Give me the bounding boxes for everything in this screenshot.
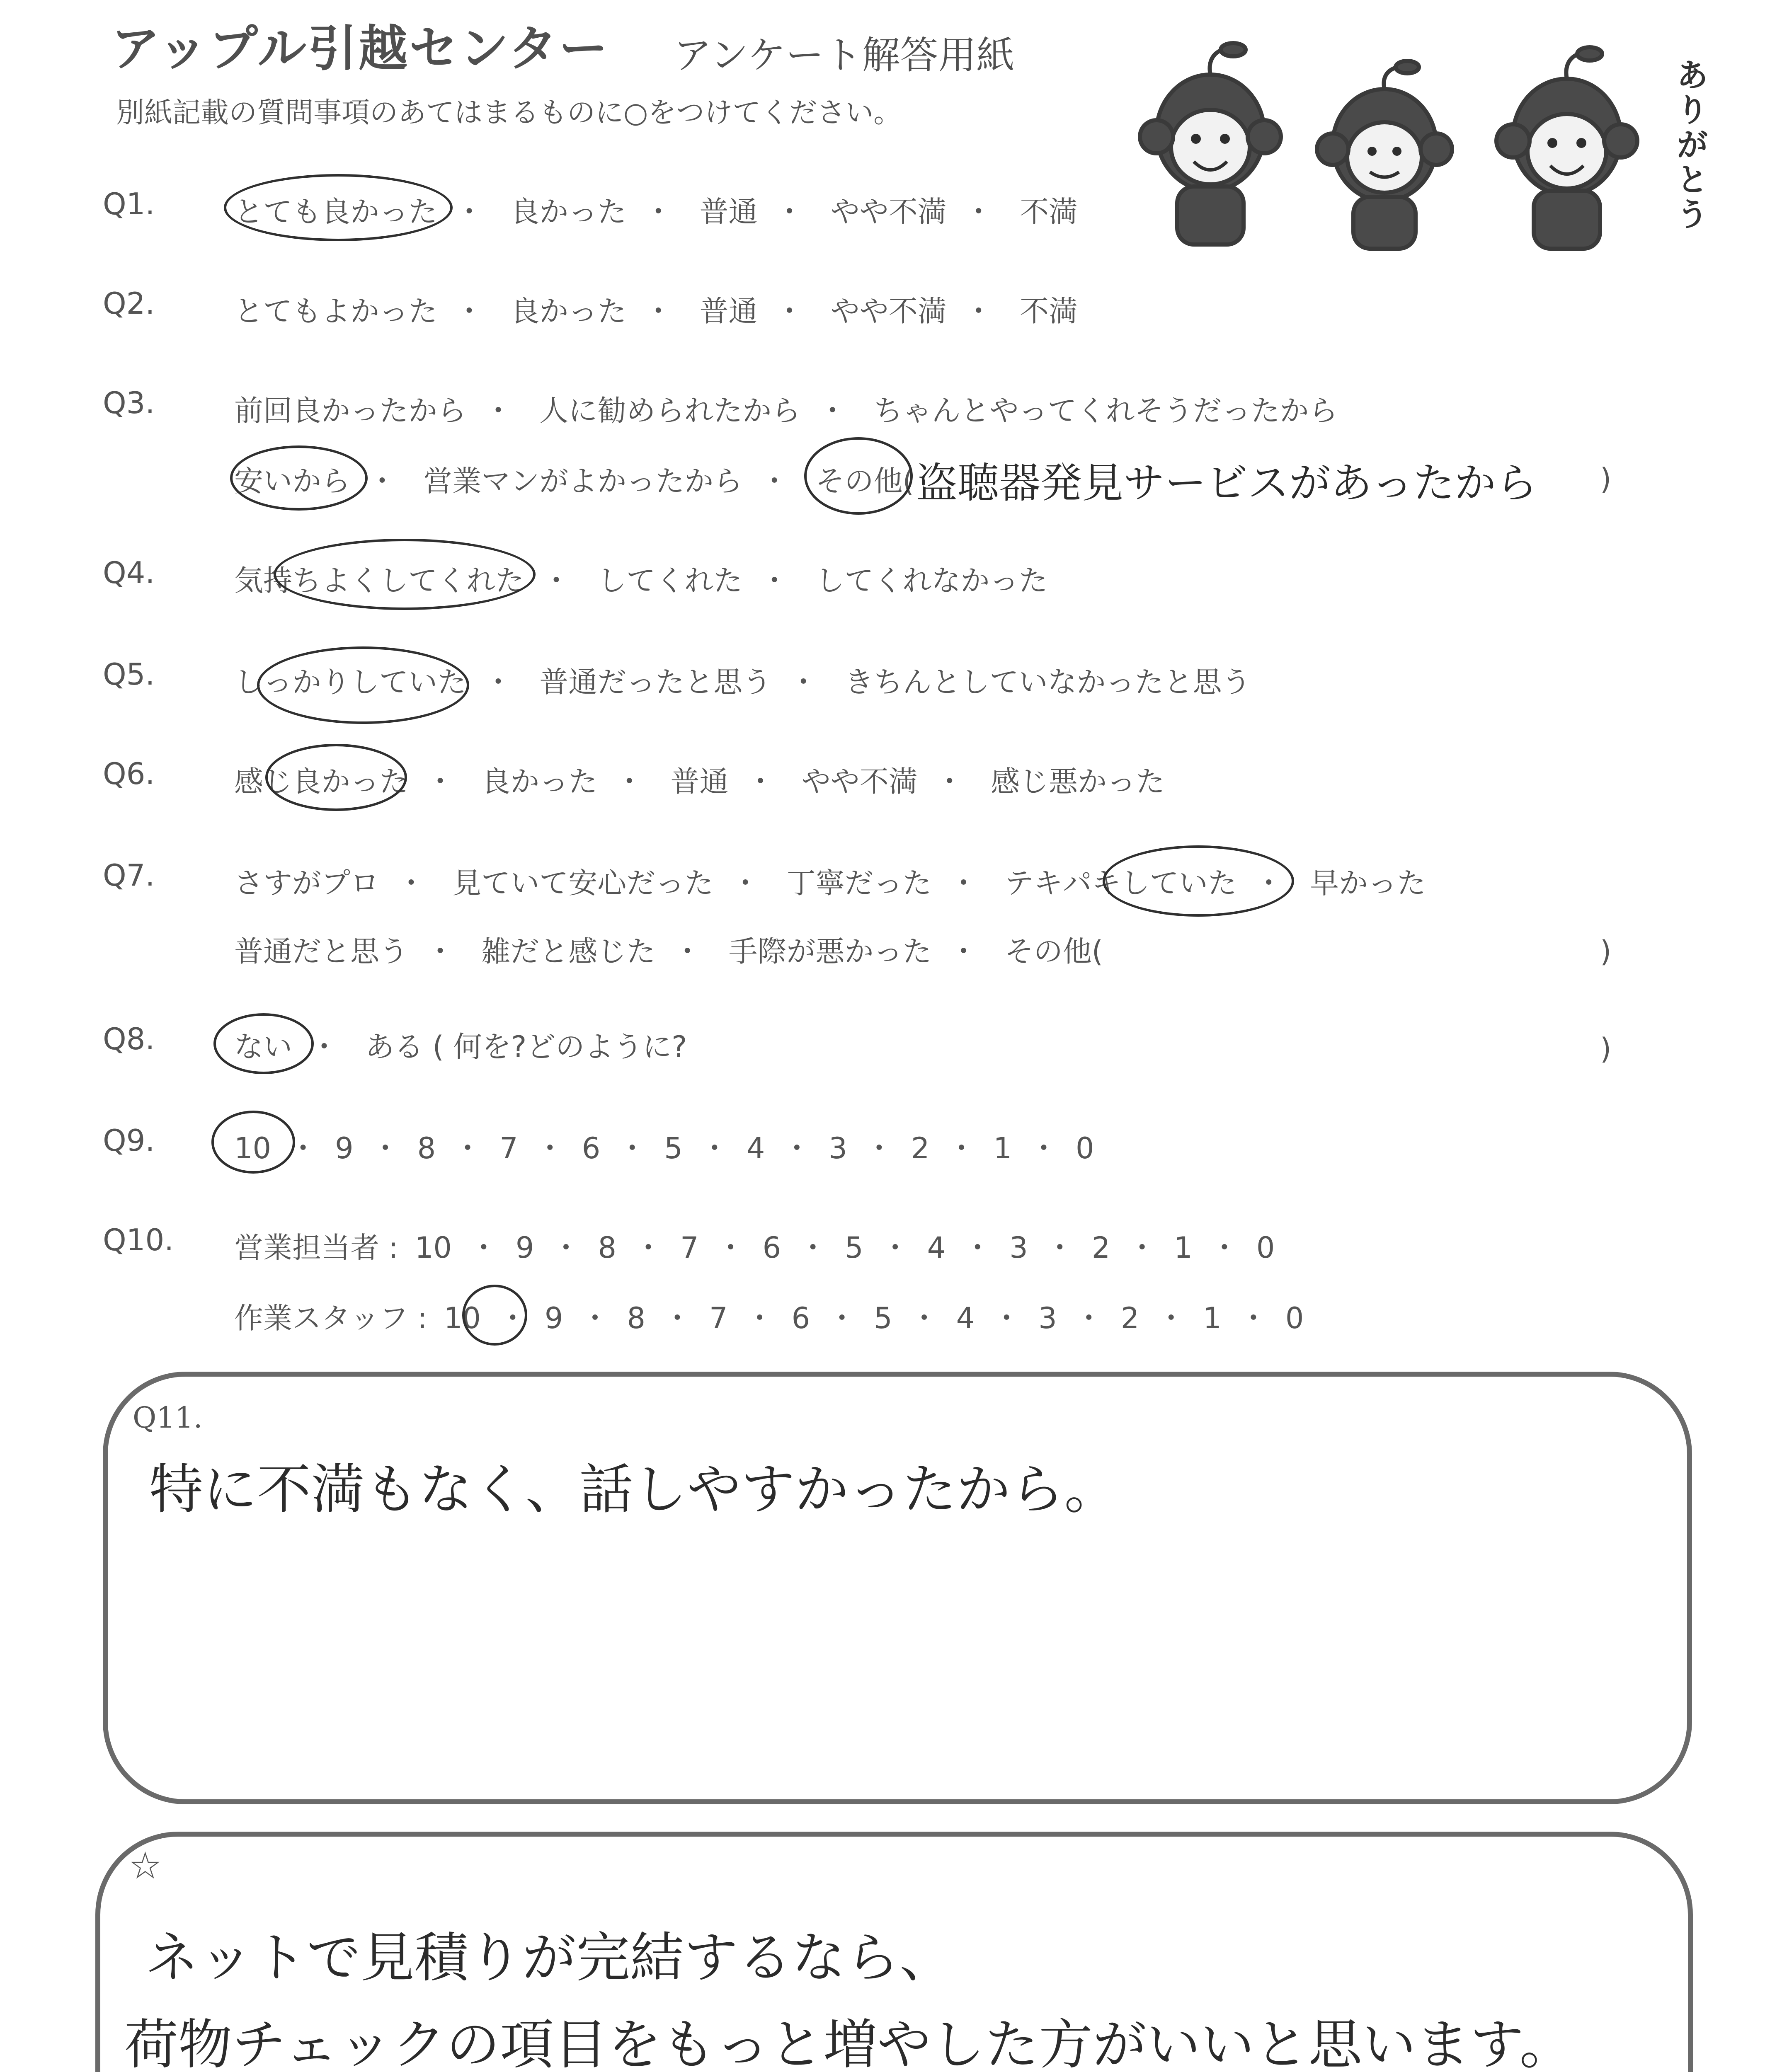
q3-option-2[interactable]: 人に勧められたから [539, 394, 801, 428]
q3-option-4[interactable]: 安いから [234, 464, 350, 498]
q7-option-1[interactable]: さすがプロ [234, 866, 379, 900]
q3-options-line1: 前回良かったから ・ 人に勧められたから ・ ちゃんとやってくれそうだったから [234, 387, 1338, 429]
q10-staff-option-1[interactable]: 1 [1203, 1301, 1222, 1335]
q7-option-8[interactable]: 手際が悪かった [728, 934, 932, 968]
q10-staff-separator: ・ [663, 1301, 692, 1335]
q3-other-answer: 盗聴器発見サービスがあったから [916, 459, 1537, 507]
q7-options-line1: さすがプロ ・ 見ていて安心だった ・ 丁寧だった ・ テキパキしていた ・ 早かった [234, 860, 1426, 902]
q10-staff-option-10[interactable]: 10 [444, 1301, 481, 1335]
q7-option-5[interactable]: 早かった [1310, 866, 1426, 900]
q8-option-1[interactable]: ない [234, 1030, 292, 1064]
q3-option-1[interactable]: 前回良かったから [234, 394, 466, 428]
q6-option-2[interactable]: 良かった [481, 765, 598, 799]
q5-option-1[interactable]: しっかりしていた [234, 665, 466, 699]
q9-option-8[interactable]: 8 [417, 1131, 436, 1165]
q2-option-5[interactable]: 不満 [1020, 294, 1078, 328]
q4-option-3[interactable]: してくれなかった [815, 564, 1048, 598]
q10-staff-option-2[interactable]: 2 [1120, 1301, 1140, 1335]
q11-comment-box [103, 1372, 1692, 1804]
q10-staff-option-7[interactable]: 7 [709, 1301, 728, 1335]
q10-sales-option-6[interactable]: 6 [762, 1231, 781, 1265]
q2-option-3[interactable]: 普通 [699, 294, 758, 328]
q3-option-other[interactable]: その他( [815, 464, 914, 498]
q6-option-3[interactable]: 普通 [670, 765, 729, 799]
q10-sales-option-9[interactable]: 9 [515, 1231, 534, 1265]
q6-option-1[interactable]: 感じ良かった [234, 765, 408, 799]
q10-sales-label: 営業担当者 : [234, 1231, 398, 1265]
q8-option-2[interactable]: ある ( 何を?どのように? [365, 1030, 687, 1064]
q10-staff-option-5[interactable]: 5 [874, 1301, 892, 1335]
q11-label: Q11. [133, 1401, 203, 1435]
q10-staff-separator: ・ [992, 1301, 1021, 1335]
q9-separator: ・ [864, 1131, 894, 1165]
q3-option-5[interactable]: 営業マンがよかったから [423, 464, 743, 498]
q3-option-3[interactable]: ちゃんとやってくれそうだったから [873, 394, 1338, 428]
mascot-illustration [1127, 29, 1687, 261]
q10-sales-separator: ・ [634, 1231, 663, 1265]
q3-number: Q3. [103, 385, 155, 420]
q10-sales-separator: ・ [1045, 1231, 1074, 1265]
q10-staff-label: 作業スタッフ : [234, 1301, 427, 1335]
q10-staff-separator: ・ [498, 1301, 527, 1335]
q7-number: Q7. [103, 858, 155, 893]
q10-sales-option-1[interactable]: 1 [1174, 1231, 1193, 1265]
q10-sales-separator: ・ [798, 1231, 828, 1265]
q7-option-3[interactable]: 丁寧だった [786, 866, 932, 900]
q10-sales-separator: ・ [1127, 1231, 1157, 1265]
q10-staff-option-0[interactable]: 0 [1285, 1301, 1304, 1335]
q8-number: Q8. [103, 1021, 155, 1056]
instruction-text: 別紙記載の質問事項のあてはまるものに○をつけてください。 [116, 97, 902, 129]
q9-separator: ・ [618, 1131, 647, 1165]
q10-sales-option-8[interactable]: 8 [598, 1231, 617, 1265]
q10-sales-separator: ・ [1210, 1231, 1239, 1265]
q9-option-10[interactable]: 10 [234, 1131, 272, 1165]
q10-sales-separator: ・ [880, 1231, 910, 1265]
q10-staff-answer-circle [462, 1285, 527, 1346]
q10-number: Q10. [103, 1222, 174, 1257]
q10-staff-option-3[interactable]: 3 [1038, 1301, 1057, 1335]
q9-option-7[interactable]: 7 [499, 1131, 518, 1165]
q8-answer-circle [213, 1013, 314, 1074]
q2-number: Q2. [103, 286, 155, 321]
q9-option-3[interactable]: 3 [829, 1131, 847, 1165]
q4-option-1[interactable]: 気持ちよくしてくれた [234, 564, 524, 598]
q3-options-line2: 安いから ・ 営業マンがよかったから ・ その他( [234, 458, 914, 500]
q9-separator: ・ [371, 1131, 400, 1165]
q10-staff-separator: ・ [1239, 1301, 1268, 1335]
q9-scale [234, 1125, 1094, 1167]
q10-sales-option-5[interactable]: 5 [845, 1231, 863, 1265]
q9-option-1[interactable]: 1 [993, 1131, 1012, 1165]
q10-staff-separator: ・ [745, 1301, 774, 1335]
q2-option-4[interactable]: やや不満 [830, 294, 947, 328]
q10-staff-option-4[interactable]: 4 [956, 1301, 975, 1335]
star-label: ☆ [128, 1844, 162, 1888]
q2-option-2[interactable]: 良かった [510, 294, 627, 328]
q1-option-3[interactable]: 普通 [699, 195, 758, 229]
q1-options: とても良かった ・ 良かった ・ 普通 ・ やや不満 ・ 不満 [234, 189, 1078, 230]
q1-option-4[interactable]: やや不満 [830, 195, 947, 229]
q9-separator: ・ [289, 1131, 318, 1165]
q1-option-2[interactable]: 良かった [510, 195, 627, 229]
q10-sales-row [234, 1225, 1275, 1266]
q4-answer-circle [274, 539, 536, 610]
q9-separator: ・ [535, 1131, 565, 1165]
q10-staff-separator: ・ [1156, 1301, 1186, 1335]
q10-staff-option-6[interactable]: 6 [791, 1301, 810, 1335]
q6-options: 感じ良かった ・ 良かった ・ 普通 ・ やや不満 ・ 感じ悪かった [234, 758, 1165, 800]
q5-options: しっかりしていた ・ 普通だったと思う ・ きちんとしていなかったと思う [234, 659, 1251, 701]
q7-option-7[interactable]: 雑だと感じた [481, 934, 656, 968]
q5-option-2[interactable]: 普通だったと思う [539, 665, 772, 699]
q6-option-5[interactable]: 感じ悪かった [991, 765, 1165, 799]
q8-options: ない ・ ある ( 何を?どのように? [234, 1024, 687, 1065]
q9-separator: ・ [700, 1131, 729, 1165]
mascot-caption: ありがとう [1671, 58, 1709, 232]
q9-separator: ・ [1029, 1131, 1058, 1165]
q2-options: とてもよかった ・ 良かった ・ 普通 ・ やや不満 ・ 不満 [234, 288, 1078, 330]
q7-option-4[interactable]: テキパキしていた [1004, 866, 1237, 900]
q3-answer-circle-2 [804, 437, 913, 515]
q5-answer-circle [257, 646, 469, 724]
comment-line-1: ネットで見積りが完結するなら、 [145, 1926, 954, 1989]
q9-separator: ・ [947, 1131, 976, 1165]
q10-staff-separator: ・ [909, 1301, 939, 1335]
q9-separator: ・ [453, 1131, 482, 1165]
q4-options: 気持ちよくしてくれた ・ してくれた ・ してくれなかった [234, 557, 1048, 599]
q8-close-paren: ) [1600, 1032, 1612, 1066]
q6-number: Q6. [103, 756, 155, 791]
q9-option-6[interactable]: 6 [582, 1131, 601, 1165]
q10-staff-row [234, 1295, 1304, 1337]
company-title: アップル引越センター [111, 20, 610, 77]
form-subtitle: アンケート解答用紙 [674, 33, 1015, 77]
q11-answer: 特に不満もなく、話しやすかったから。 [149, 1458, 1118, 1521]
q10-sales-separator: ・ [963, 1231, 992, 1265]
q3-close-paren: ) [1600, 462, 1612, 496]
q7-close-paren: ) [1600, 934, 1612, 968]
q7-options-line2: 普通だと思う ・ 雑だと感じた ・ 手際が悪かった ・ その他( [234, 928, 1103, 970]
q10-sales-separator: ・ [551, 1231, 581, 1265]
q10-staff-option-8[interactable]: 8 [627, 1301, 646, 1335]
q10-sales-option-3[interactable]: 3 [1009, 1231, 1028, 1265]
q9-option-9[interactable]: 9 [335, 1131, 354, 1165]
q10-staff-separator: ・ [1074, 1301, 1103, 1335]
q10-sales-scale [415, 1231, 1275, 1265]
q10-sales-option-10[interactable]: 10 [415, 1231, 452, 1265]
q1-option-5[interactable]: 不満 [1020, 195, 1078, 229]
q7-option-6[interactable]: 普通だと思う [234, 934, 408, 968]
q9-answer-circle [211, 1111, 295, 1174]
q9-option-4[interactable]: 4 [746, 1131, 765, 1165]
q10-staff-separator: ・ [580, 1301, 610, 1335]
q10-sales-option-7[interactable]: 7 [680, 1231, 699, 1265]
q10-staff-separator: ・ [827, 1301, 857, 1335]
q4-number: Q4. [103, 555, 155, 590]
q5-number: Q5. [103, 657, 155, 692]
q10-sales-separator: ・ [469, 1231, 498, 1265]
q10-staff-scale [444, 1301, 1304, 1335]
q6-answer-circle [265, 744, 407, 811]
q5-option-3[interactable]: きちんとしていなかったと思う [844, 665, 1251, 699]
q7-answer-circle [1103, 845, 1294, 917]
q1-option-1[interactable]: とても良かった [234, 195, 437, 229]
q3-answer-circle-1 [230, 445, 368, 511]
q2-option-1[interactable]: とてもよかった [234, 294, 437, 328]
q6-option-4[interactable]: やや不満 [801, 765, 918, 799]
q7-option-other[interactable]: その他( [1004, 934, 1103, 968]
q10-sales-option-2[interactable]: 2 [1091, 1231, 1110, 1265]
q4-option-2[interactable]: してくれた [597, 564, 743, 598]
q9-separator: ・ [782, 1131, 812, 1165]
q7-option-2[interactable]: 見ていて安心だった [452, 866, 714, 900]
q10-sales-option-0[interactable]: 0 [1256, 1231, 1275, 1265]
q10-staff-option-9[interactable]: 9 [544, 1301, 563, 1335]
q9-option-2[interactable]: 2 [911, 1131, 930, 1165]
q9-option-0[interactable]: 0 [1076, 1131, 1094, 1165]
q10-sales-option-4[interactable]: 4 [927, 1231, 946, 1265]
q1-answer-circle [224, 174, 453, 241]
q10-sales-separator: ・ [716, 1231, 745, 1265]
q1-number: Q1. [103, 186, 155, 221]
q9-option-5[interactable]: 5 [664, 1131, 683, 1165]
comment-line-2: 荷物チェックの項目をもっと増やした方がいいと思います。 [124, 2013, 1573, 2072]
q9-number: Q9. [103, 1123, 155, 1158]
